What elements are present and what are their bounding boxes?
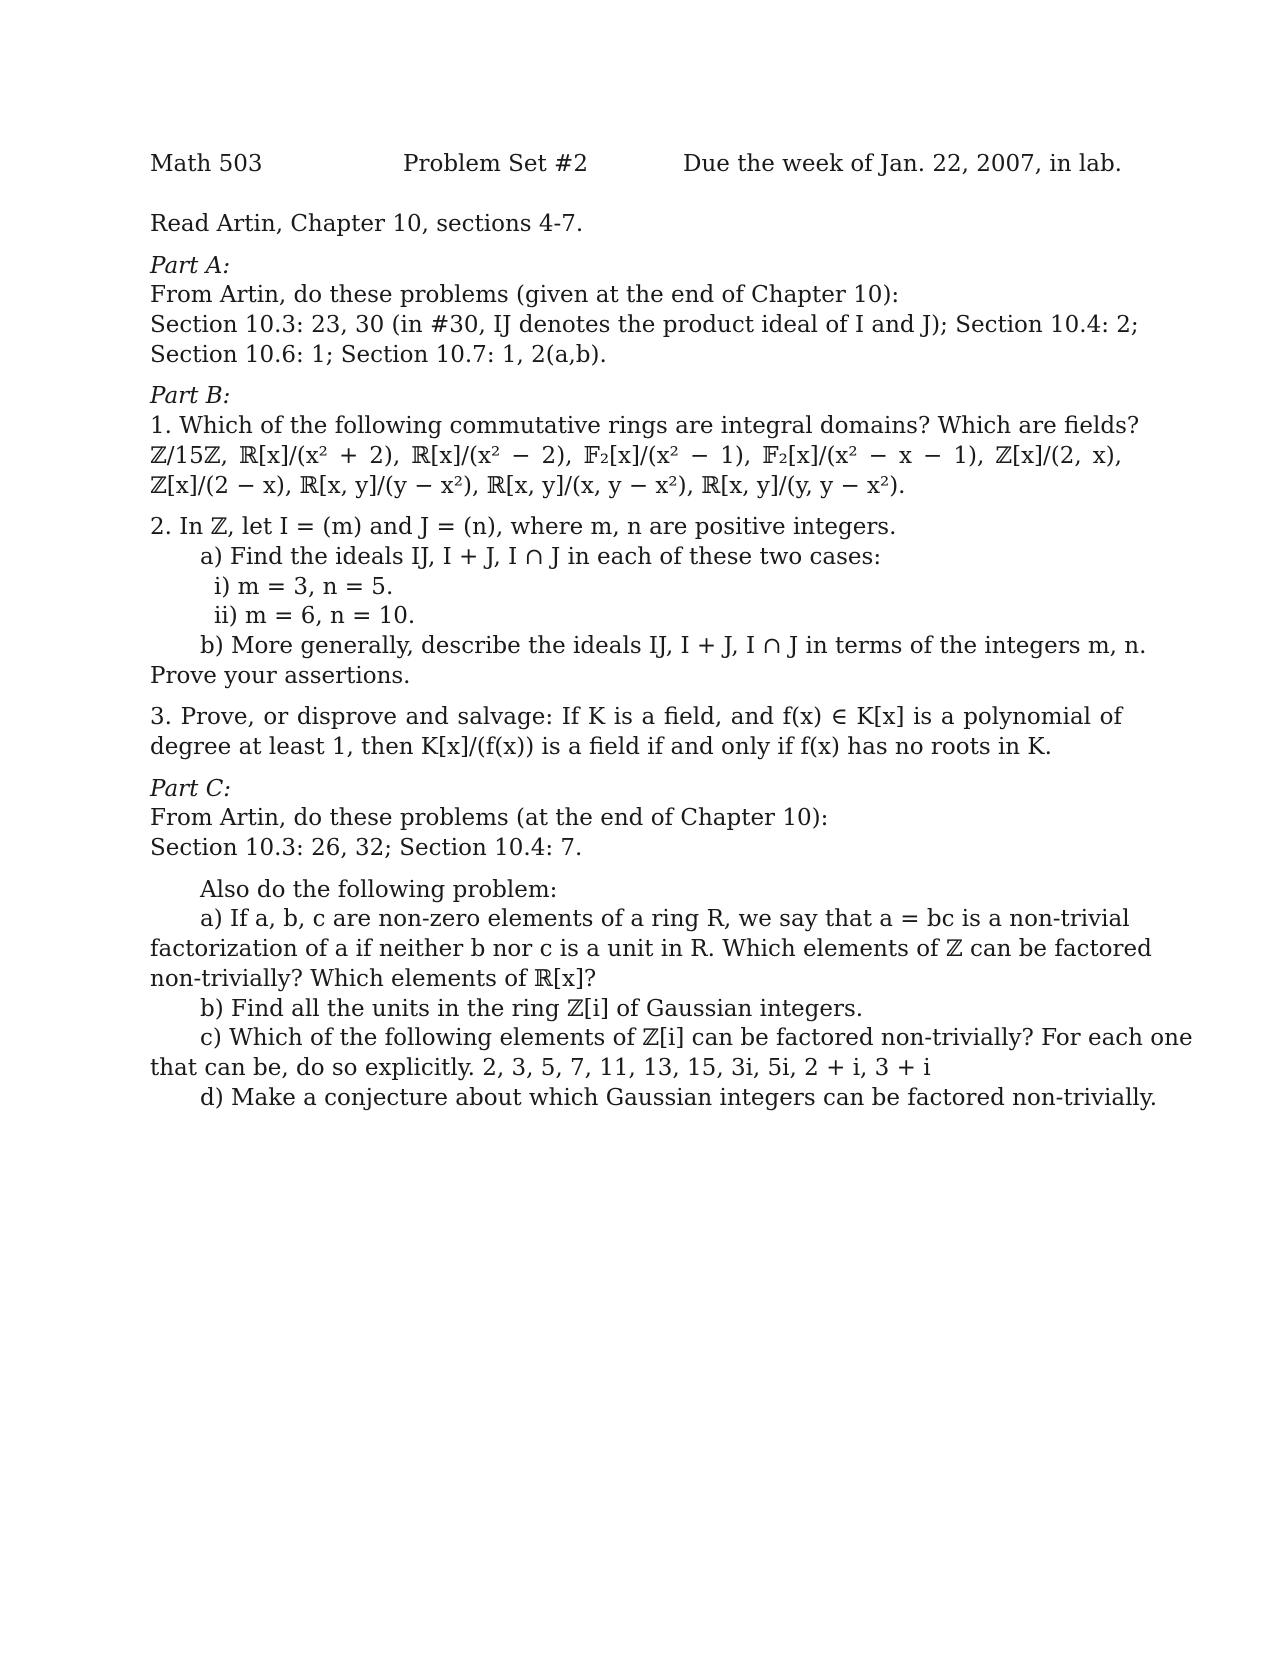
- problem-2-part-b-cont: Prove your assertions.: [150, 662, 411, 689]
- problem-1-line: ℤ/15ℤ, ℝ[x]/(x² + 2), ℝ[x]/(x² − 2), 𝔽₂[x]/(x² − 1), 𝔽₂[x]/(x² − x − 1), ℤ[x]/(2, x),: [150, 442, 1122, 469]
- also-part-c-line: that can be, do so explicitly. 2, 3, 5, 7, 11, 13, 15, 3i, 5i, 2 + i, 3 + i: [150, 1054, 931, 1081]
- due-date: Due the week of Jan. 22, 2007, in lab.: [683, 151, 1122, 177]
- part-c-line: From Artin, do these problems (at the end of Chapter 10):: [150, 805, 829, 832]
- also-part-c-line: c) Which of the following elements of ℤ[i] can be factored non-trivially? For each one: [200, 1025, 1193, 1052]
- problem-2-case-i: i) m = 3, n = 5.: [214, 573, 394, 600]
- problem-3-line: 3. Prove, or disprove and salvage: If K is a field, and f(x) ∈ K[x] is a polynomial of: [150, 704, 1122, 731]
- course-name: Math 503: [150, 151, 263, 177]
- also-part-d: d) Make a conjecture about which Gaussian integers can be factored non-trivially.: [200, 1084, 1158, 1111]
- also-part-a-line: non-trivially? Which elements of ℝ[x]?: [150, 965, 597, 992]
- part-a-heading: Part A:: [150, 252, 231, 279]
- also-part-a-line: factorization of a if neither b nor c is a unit in R. Which elements of ℤ can be factored: [150, 936, 1152, 963]
- part-c-line: Section 10.3: 26, 32; Section 10.4: 7.: [150, 835, 583, 862]
- problem-2-case-ii: ii) m = 6, n = 10.: [214, 603, 416, 630]
- part-a-line: Section 10.6: 1; Section 10.7: 1, 2(a,b).: [150, 341, 607, 368]
- part-c-heading: Part C:: [150, 775, 232, 802]
- reading-assignment: Read Artin, Chapter 10, sections 4-7.: [150, 211, 584, 237]
- problem-1-line: ℤ[x]/(2 − x), ℝ[x, y]/(y − x²), ℝ[x, y]/(x, y − x²), ℝ[x, y]/(y, y − x²).: [150, 472, 906, 499]
- part-a-line: Section 10.3: 23, 30 (in #30, IJ denotes the product ideal of I and J); Section 10.4: 2;: [150, 312, 1139, 339]
- problem-2-intro: 2. In ℤ, let I = (m) and J = (n), where m, n are positive integers.: [150, 514, 897, 541]
- also-problem-intro: Also do the following problem:: [200, 876, 558, 903]
- problem-2-part-b: b) More generally, describe the ideals IJ, I + J, I ∩ J in terms of the integers m, n.: [200, 632, 1147, 659]
- also-part-b: b) Find all the units in the ring ℤ[i] of Gaussian integers.: [200, 995, 864, 1022]
- problem-set-title: Problem Set #2: [403, 151, 588, 177]
- problem-2-part-a: a) Find the ideals IJ, I + J, I ∩ J in each of these two cases:: [200, 543, 882, 570]
- also-part-a-line: a) If a, b, c are non-zero elements of a ring R, we say that a = bc is a non-trivial: [200, 906, 1130, 933]
- problem-3-line: degree at least 1, then K[x]/(f(x)) is a field if and only if f(x) has no roots in K.: [150, 734, 1052, 760]
- problem-1-line: 1. Which of the following commutative rings are integral domains? Which are fields?: [150, 413, 1140, 440]
- part-a-line: From Artin, do these problems (given at the end of Chapter 10):: [150, 282, 900, 309]
- page-header: [150, 150, 1122, 182]
- part-b-heading: Part B:: [150, 383, 231, 410]
- document-body: [150, 210, 1193, 1113]
